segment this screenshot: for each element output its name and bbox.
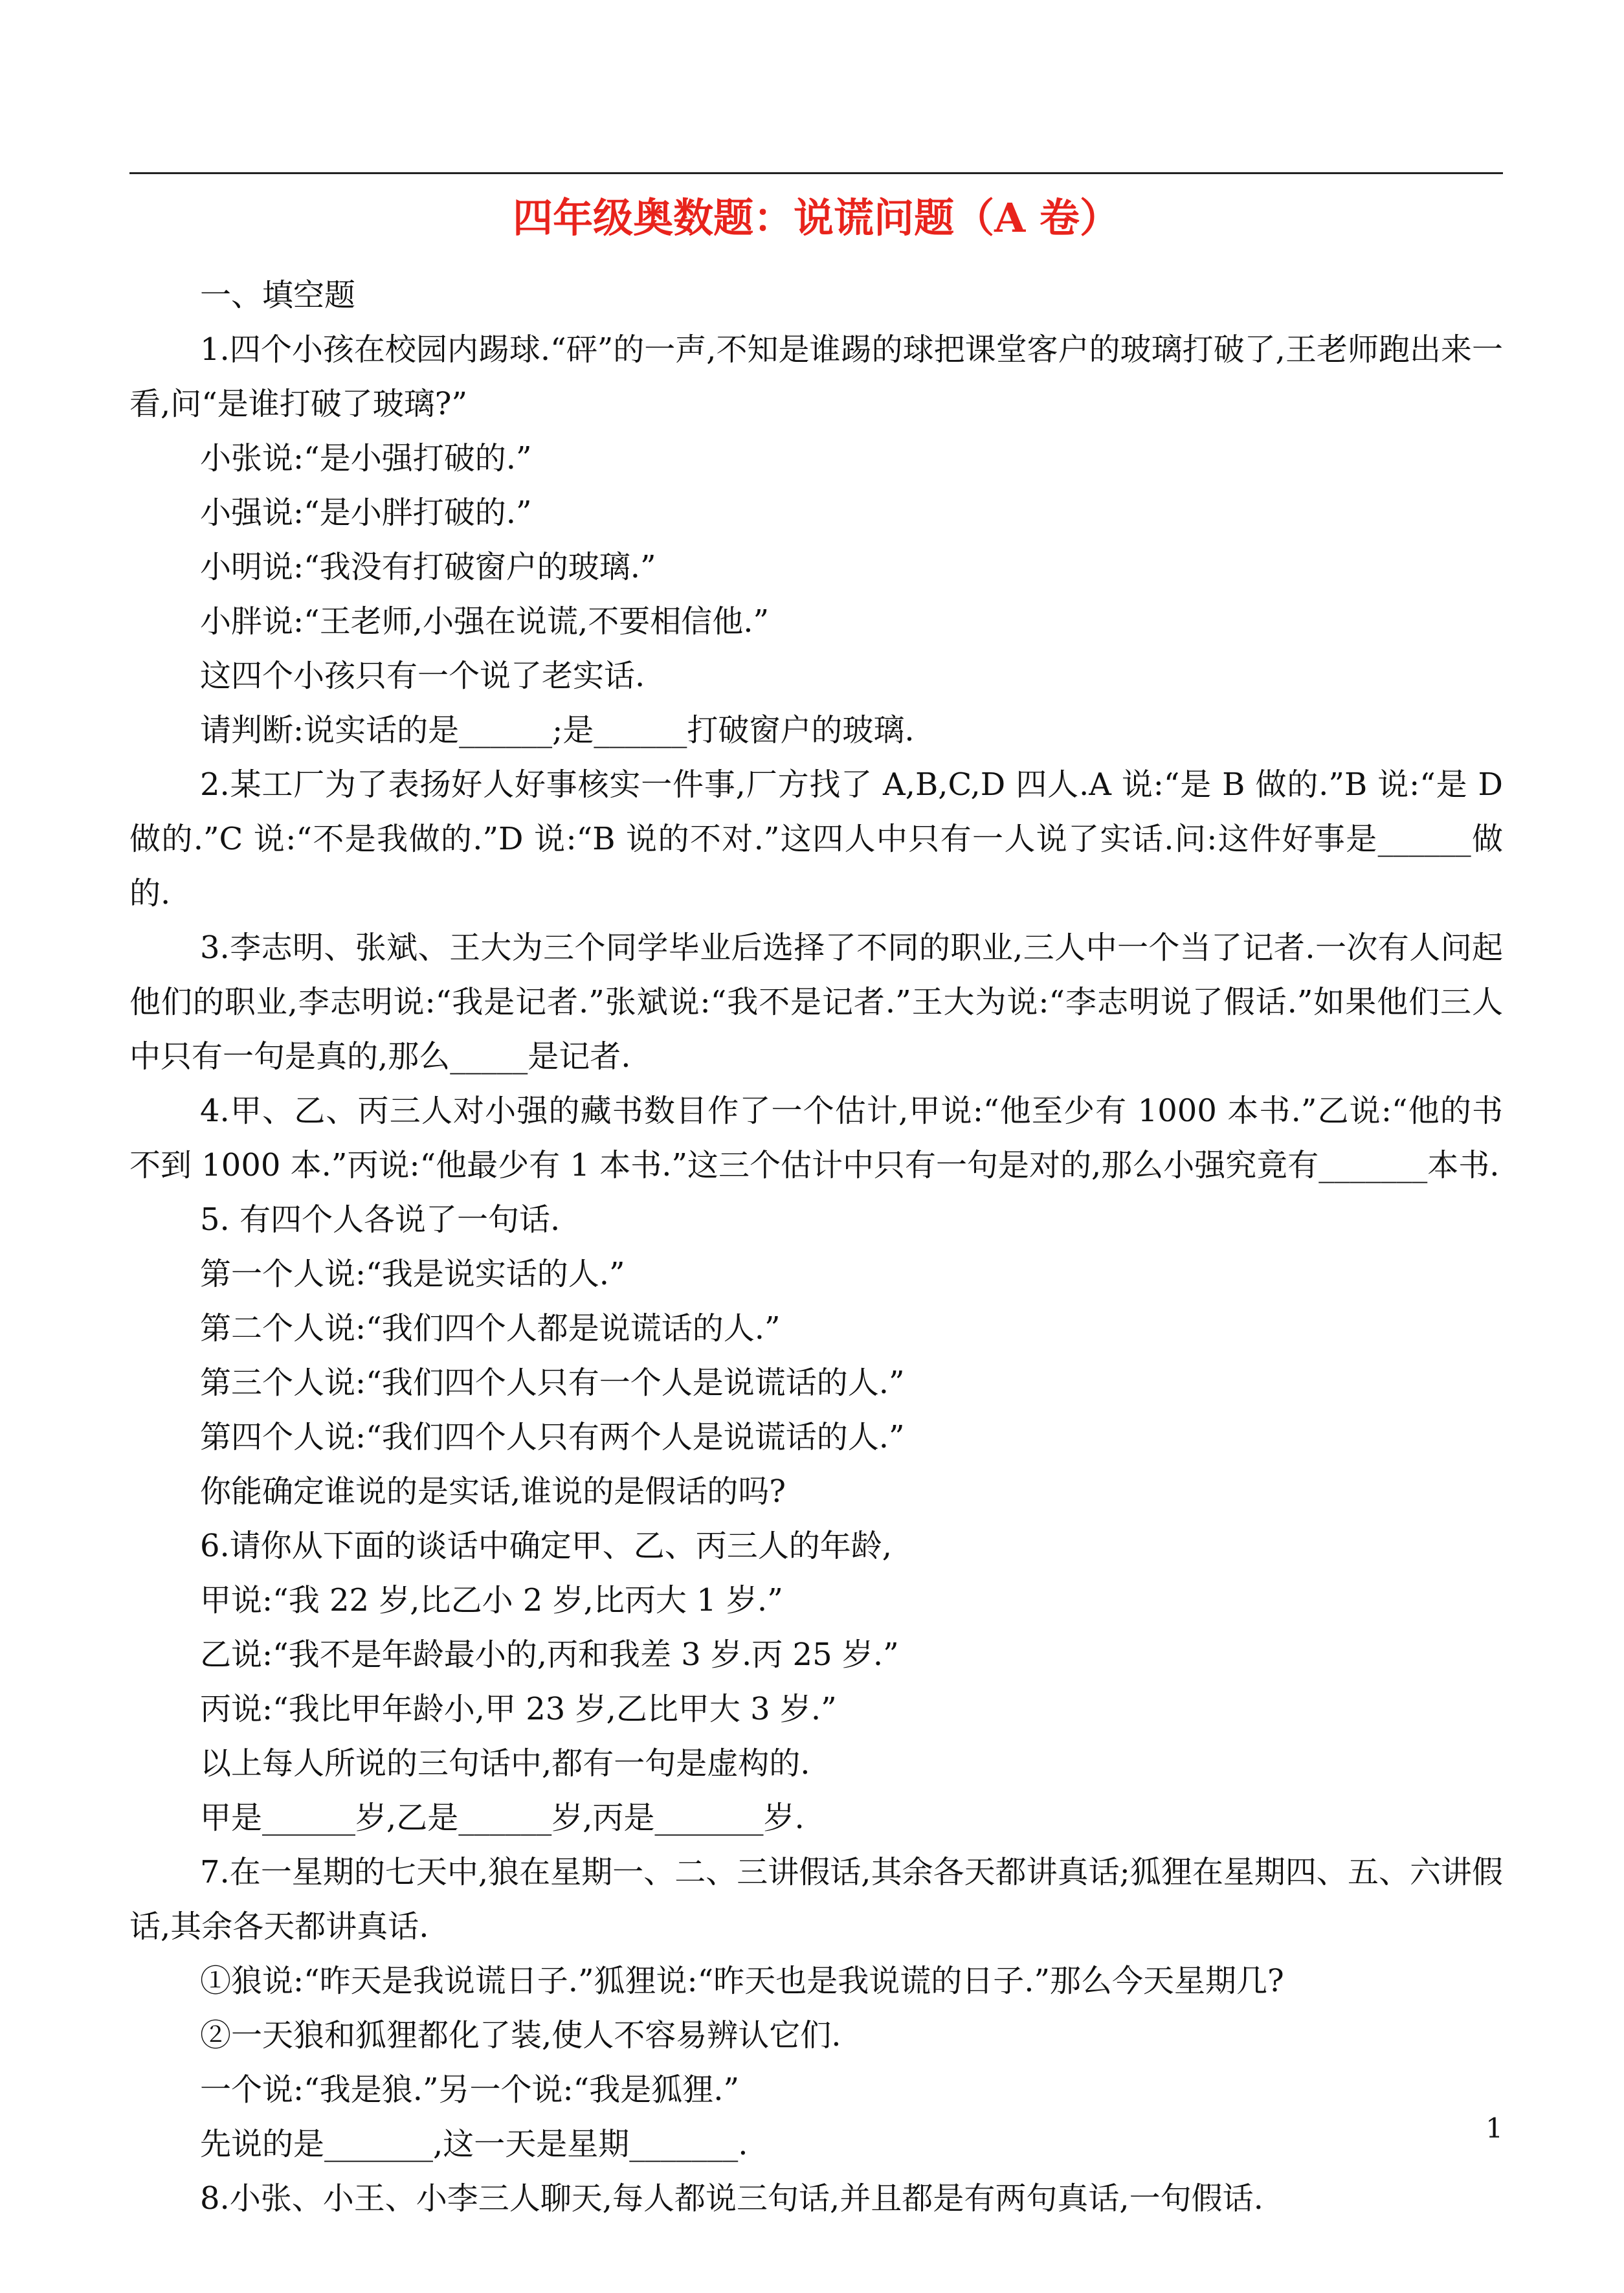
paragraph: ①狼说:“昨天是我说谎日子.”狐狸说:“昨天也是我说谎的日子.”那么今天星期几? [200,1963,1284,1999]
document-body [129,268,1513,2226]
paragraph: 4.甲、乙、丙三人对小强的藏书数目作了一个估计,甲说:“他至少有 1000 本书.”乙说:“他的书不到 1000 本.”丙说:“他最少有 1 本书.”这三个估计中只有一句是对的,那么小强究竟有_______本书. [129,1093,1503,1183]
paragraph: 以上每人所说的三句话中,都有一句是虚构的. [200,1745,810,1782]
paragraph: 小明说:“我没有打破窗户的玻璃.” [200,549,656,585]
paragraph: 第四个人说:“我们四个人只有两个人是说谎话的人.” [200,1419,905,1455]
paragraph: 你能确定谁说的是实话,谁说的是假话的吗? [200,1473,786,1510]
paragraph: 小张说:“是小强打破的.” [200,440,532,476]
paragraph: 先说的是_______,这一天是星期_______. [200,2126,748,2162]
paragraph: 7.在一星期的七天中,狼在星期一、二、三讲假话,其余各天都讲真话;狐狸在星期四、五、六讲假话,其余各天都讲真话. [129,1854,1503,1945]
paragraph: 第一个人说:“我是说实话的人.” [200,1256,625,1292]
paragraph: 8.小张、小王、小李三人聊天,每人都说三句话,并且都是有两句真话,一句假话. [200,2180,1263,2217]
paragraph: 甲说:“我 22 岁,比乙小 2 岁,比丙大 1 岁.” [200,1582,783,1618]
paragraph: 小强说:“是小胖打破的.” [200,495,532,531]
paragraph: 甲是______岁,乙是______岁,丙是_______岁. [200,1800,805,1836]
paragraph: 乙说:“我不是年龄最小的,丙和我差 3 岁.丙 25 岁.” [200,1637,899,1673]
paragraph: 第二个人说:“我们四个人都是说谎话的人.” [200,1310,781,1347]
paragraph: 小胖说:“王老师,小强在说谎,不要相信他.” [200,603,770,640]
paragraph: 1.四个小孩在校园内踢球.“砰”的一声,不知是谁踢的球把课堂客户的玻璃打破了,王老师跑出来一看,问“是谁打破了玻璃?” [129,331,1503,422]
paragraph: 丙说:“我比甲年龄小,甲 23 岁,乙比甲大 3 岁.” [200,1691,837,1727]
paragraph: ②一天狼和狐狸都化了装,使人不容易辨认它们. [200,2017,841,2053]
paragraph: 2.某工厂为了表扬好人好事核实一件事,厂方找了 A,B,C,D 四人.A 说:“是 B 做的.”B 说:“是 D 做的.”C 说:“不是我做的.”D 说:“B 说的不对.”这四人中只有一人说了实话.问:这件好事是______做的. [129,766,1513,912]
paragraph: 第三个人说:“我们四个人只有一个人是说谎话的人.” [200,1365,905,1401]
paragraph: 这四个小孩只有一个说了老实话. [200,658,645,694]
paragraph: 一个说:“我是狼.”另一个说:“我是狐狸.” [200,2072,740,2108]
page-title: 四年级奥数题：说谎问题（A 卷） [513,194,1120,241]
paragraph: 6.请你从下面的谈话中确定甲、乙、丙三人的年龄, [200,1528,893,1564]
header-rule [129,172,1503,174]
section-heading: 一、填空题 [200,277,356,313]
paragraph: 3.李志明、张斌、王大为三个同学毕业后选择了不同的职业,三人中一个当了记者.一次有人问起他们的职业,李志明说:“我是记者.”张斌说:“我不是记者.”王大为说:“李志明说了假话.”如果他们三人中只有一句是真的,那么_____是记者. [129,930,1503,1075]
page-number: 1 [1485,2112,1503,2144]
paragraph: 5. 有四个人各说了一句话. [200,1202,561,1238]
paragraph: 请判断:说实话的是______;是______打破窗户的玻璃. [200,712,915,748]
